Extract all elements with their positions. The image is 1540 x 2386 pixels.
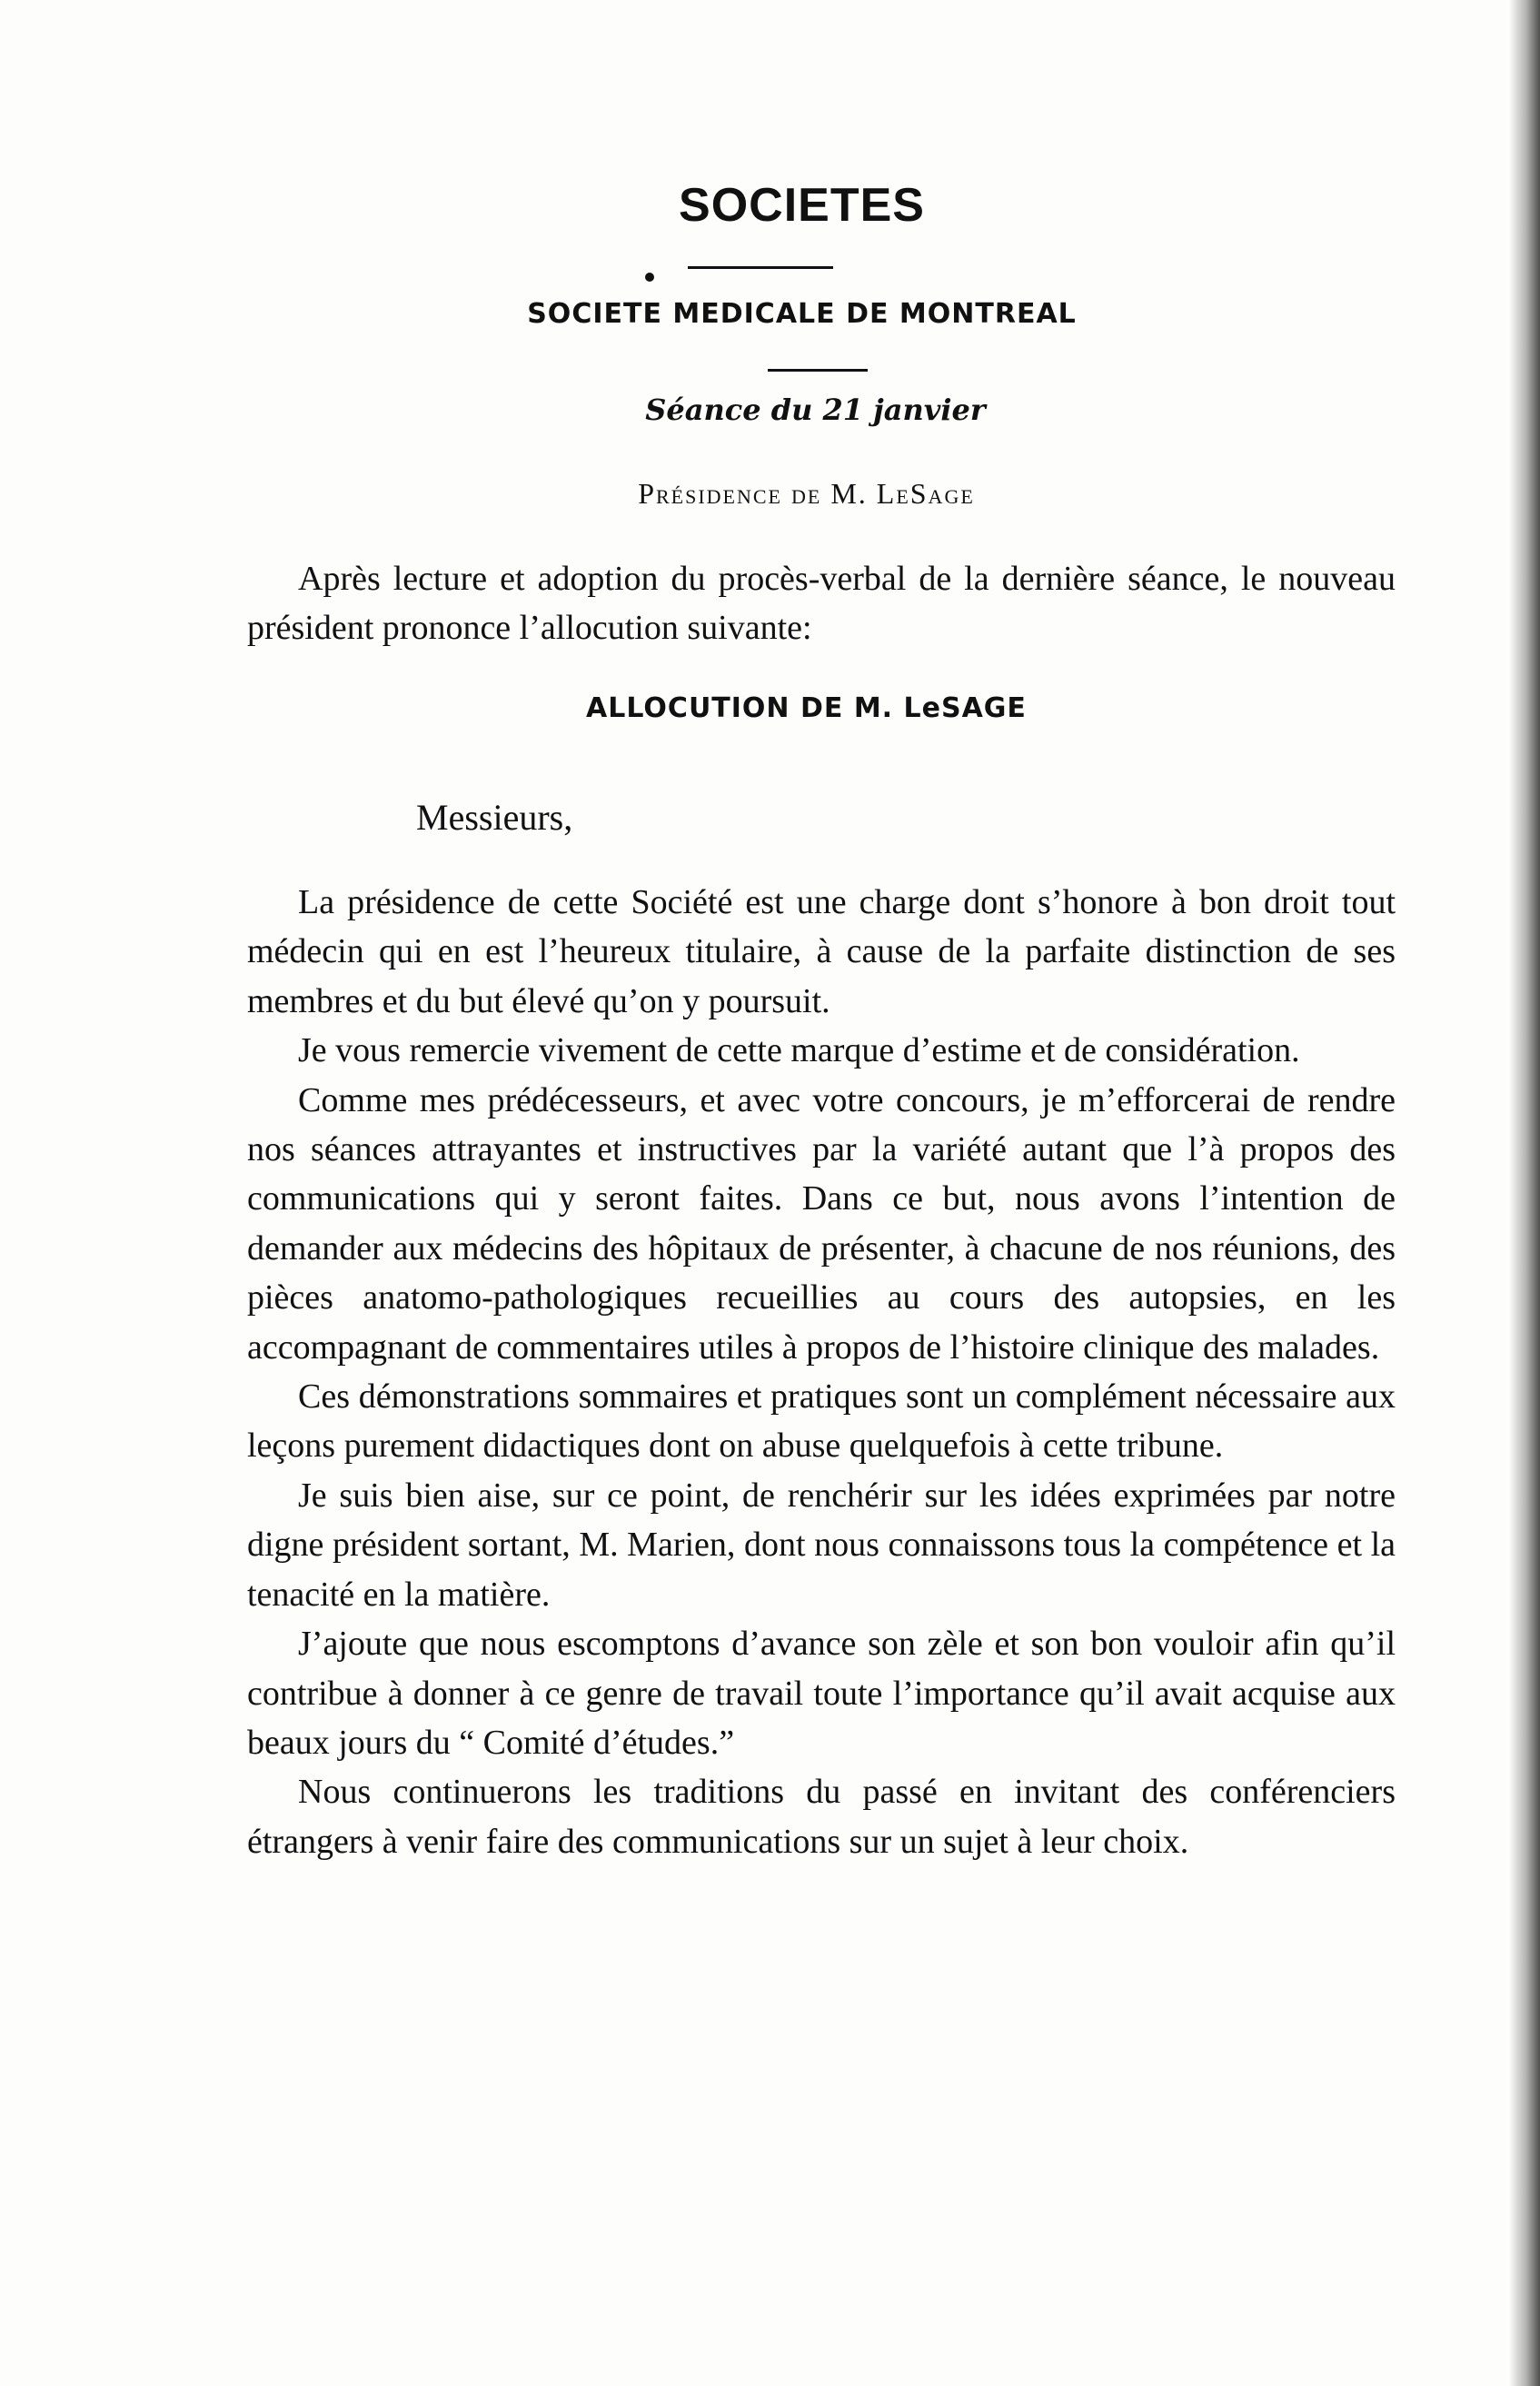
title-divider [688,266,833,269]
scan-edge [1509,0,1540,2386]
section-divider [768,369,868,372]
intro-paragraph: Après lecture et adoption du procès-verbal de la dernière séance, le nouveau président prononce l’allocution suivante: [247,560,1396,647]
paragraph: Nous continuerons les traditions du passé en invitant des conférenciers étrangers à venir faire des communications sur un sujet à leur choix. [247,1773,1396,1861]
paragraph: Je vous remercie vivement de cette marque d’estime et de considération. [298,1031,1300,1070]
society-name: SOCIETE MEDICALE DE MONTREAL [527,298,1077,330]
paragraph: La présidence de cette Société est une charge dont s’honore à bon droit tout médecin qui en est l’heureux titulaire, à cause de la parfaite distinction de ses membres et du but élevé qu’on y poursuit. [247,883,1396,1020]
paragraph: Ces démonstrations sommaires et pratiques sont un complément nécessaire aux leçons purement didactiques dont on abuse quelquefois à cette tribune. [247,1377,1396,1466]
allocution-heading: ALLOCUTION DE M. LeSAGE [586,692,1027,724]
intro-text [247,554,1396,652]
paragraph: J’ajoute que nous escomptons d’avance son zèle et son bon vouloir afin qu’il contribue à donner à ce genre de travail toute l’importance qu’il avait acquise aux beaux jours du “ Comité d’études.” [247,1625,1396,1762]
ink-dot [645,273,654,282]
paragraph: Comme mes prédécesseurs, et avec votre concours, je m’efforcerai de rendre nos séances attrayantes et instructives par la variété autant que l’à propos des communications qui y seront faites. Dans ce but, nous avons l’intention de demander aux médecins des hôpitaux de présenter, à chacune de nos réunions, des pièces anatomo-pathologiques recueillies au cours des autopsies, en les accompagnant de commentaires utiles à propos de l’histoire clinique des malades. [247,1080,1396,1367]
presidency-line: Présidence de M. LeSage [638,477,975,510]
paragraph: Je suis bien aise, sur ce point, de renchérir sur les idées exprimées par notre digne président sortant, M. Marien, dont nous connaissons tous la compétence et la tenacité en la matière. [247,1476,1396,1614]
page-title: SOCIETES [679,179,925,232]
speech-body [247,878,1396,1866]
session-date: Séance du 21 janvier [645,393,986,427]
salutation: Messieurs, [416,797,573,838]
